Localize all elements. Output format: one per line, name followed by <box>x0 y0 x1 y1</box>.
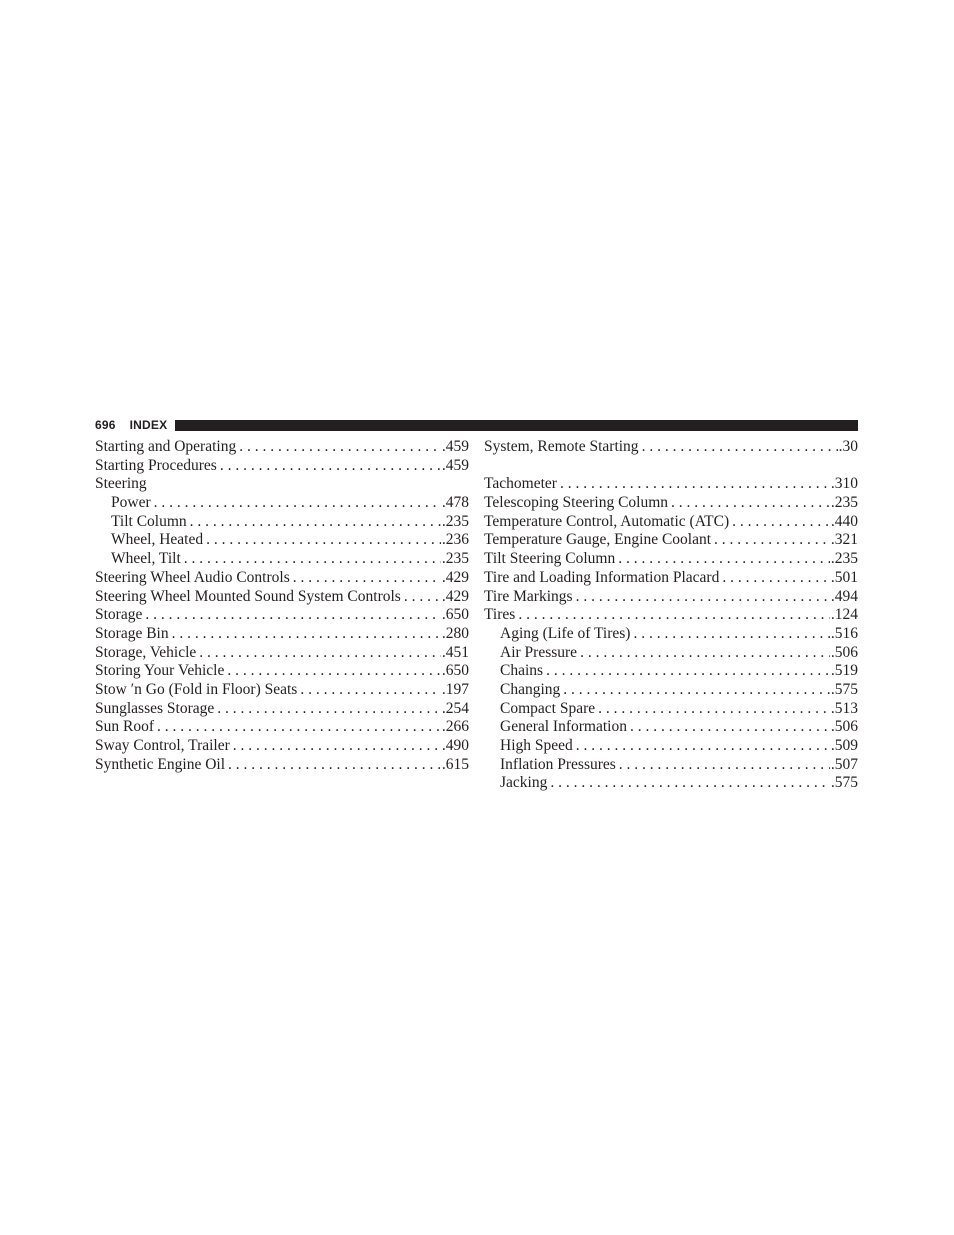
entry-page-number: .507 <box>830 755 858 773</box>
index-entry <box>95 625 469 644</box>
dot-leader <box>630 625 829 644</box>
index-subentry <box>484 737 858 756</box>
dot-leader <box>196 644 441 663</box>
entry-page-number: .506 <box>830 718 858 736</box>
entry-page-number: .575 <box>830 680 858 698</box>
entry-label: Sun Roof <box>95 718 154 736</box>
dot-leader <box>515 606 830 625</box>
page-header <box>95 417 858 433</box>
entry-label: Power <box>111 494 151 512</box>
entry-label: Inflation Pressures <box>500 755 616 773</box>
index-entry <box>484 457 858 476</box>
dot-leader <box>547 774 830 793</box>
entry-label: Tires <box>484 606 516 624</box>
dot-leader <box>627 718 830 737</box>
dot-leader <box>217 457 441 476</box>
entry-page-number: .429 <box>441 568 469 586</box>
index-entry <box>95 718 469 737</box>
entry-page-number: .478 <box>441 494 469 512</box>
dot-leader <box>557 475 830 494</box>
entry-page-number: .440 <box>830 512 858 530</box>
entry-page-number: .509 <box>830 737 858 754</box>
dot-leader <box>154 718 441 737</box>
entry-label: Wheel, Tilt <box>111 550 181 568</box>
entry-label: Changing <box>500 680 561 698</box>
index-entry <box>484 438 858 457</box>
index-entry <box>95 569 469 588</box>
dot-leader <box>577 644 830 663</box>
index-entry <box>95 756 469 775</box>
dot-leader <box>290 569 441 588</box>
entry-page-number: .321 <box>830 531 858 549</box>
entry-label: Jacking <box>500 774 548 792</box>
dot-leader <box>573 737 830 756</box>
entry-label: Stow ′n Go (Fold in Floor) Seats <box>95 680 298 698</box>
entry-label: Wheel, Heated <box>111 531 204 549</box>
entry-label: Storage Bin <box>95 624 169 642</box>
dot-leader <box>187 513 441 532</box>
entry-label: Temperature Control, Automatic (ATC) <box>484 512 730 530</box>
entry-label: System, Remote Starting <box>484 438 639 455</box>
entry-page-number: .266 <box>441 718 469 736</box>
dot-leader <box>560 681 830 700</box>
entry-label: Tilt Column <box>111 512 187 530</box>
index-subentry <box>95 494 469 513</box>
dot-leader <box>639 438 838 457</box>
index-entry <box>484 569 858 588</box>
dot-leader <box>616 756 830 775</box>
dot-leader <box>595 700 830 719</box>
entry-label: Steering Wheel Mounted Sound System Controls <box>95 587 401 605</box>
index-subentry <box>484 662 858 681</box>
dot-leader <box>224 662 441 681</box>
entry-page-number: .650 <box>441 662 469 680</box>
entry-label: Air Pressure <box>500 643 578 661</box>
dot-leader <box>230 737 441 756</box>
entry-page-number: .615 <box>441 755 469 773</box>
entry-page-number: .236 <box>441 531 469 549</box>
entry-label: High Speed <box>500 737 573 754</box>
index-subentry <box>484 625 858 644</box>
index-entry <box>95 606 469 625</box>
index-entry <box>484 494 858 513</box>
entry-page-number: .310 <box>830 475 858 493</box>
entry-label: Sway Control, Trailer <box>95 737 230 754</box>
entry-page-number: .459 <box>441 438 469 455</box>
entry-page-number: .501 <box>830 568 858 586</box>
entry-page-number: .124 <box>830 606 858 624</box>
entry-page-number: .575 <box>830 774 858 792</box>
index-entry <box>484 531 858 550</box>
index-entry <box>95 681 469 700</box>
index-entry <box>484 475 858 494</box>
index-entry <box>484 588 858 607</box>
entry-page-number: .235 <box>441 512 469 530</box>
header-rule <box>175 420 858 431</box>
dot-leader <box>225 756 441 775</box>
index-column-right <box>484 438 858 793</box>
index-entry <box>95 644 469 663</box>
entry-label: Storing Your Vehicle <box>95 662 225 680</box>
entry-page-number: .459 <box>441 456 469 474</box>
entry-page-number: .490 <box>441 737 469 754</box>
dot-leader <box>573 588 830 607</box>
entry-label: Sunglasses Storage <box>95 699 215 717</box>
index-entry <box>484 513 858 532</box>
entry-label: Temperature Gauge, Engine Coolant <box>484 531 712 549</box>
index-entry <box>95 737 469 756</box>
dot-leader <box>203 531 441 550</box>
entry-label: Tire and Loading Information Placard <box>484 568 720 586</box>
entry-label: Starting and Operating <box>95 438 237 455</box>
index-subentry <box>95 531 469 550</box>
dot-leader <box>615 550 830 569</box>
index-subentry <box>484 681 858 700</box>
entry-page-number: .506 <box>830 643 858 661</box>
entry-label: Steering Wheel Audio Controls <box>95 568 290 586</box>
entry-label: Chains <box>500 662 544 680</box>
index-subentry <box>484 700 858 719</box>
entry-page-number: .235 <box>441 550 469 568</box>
dot-leader <box>142 606 441 625</box>
entry-label: Tachometer <box>484 475 557 493</box>
entry-page-number: .254 <box>441 699 469 717</box>
dot-leader <box>401 588 441 607</box>
index-entry <box>95 700 469 719</box>
entry-page-number: .494 <box>830 587 858 605</box>
entry-label: Storage <box>95 606 143 624</box>
index-entry <box>95 457 469 476</box>
index-entry <box>95 438 469 457</box>
entry-page-number: .513 <box>830 699 858 717</box>
index-entry <box>484 606 858 625</box>
entry-page-number: .650 <box>441 606 469 624</box>
entry-page-number: .429 <box>441 587 469 605</box>
index-subentry <box>95 550 469 569</box>
entry-label: Storage, Vehicle <box>95 643 197 661</box>
entry-page-number: .197 <box>441 680 469 698</box>
entry-label: Synthetic Engine Oil <box>95 755 226 773</box>
index-subentry <box>484 644 858 663</box>
entry-label: Tilt Steering Column <box>484 550 616 568</box>
dot-leader <box>151 494 441 513</box>
entry-label: Steering <box>95 475 147 493</box>
entry-label: Telescoping Steering Column <box>484 494 669 512</box>
index-entry <box>95 662 469 681</box>
index-subentry <box>95 513 469 532</box>
dot-leader <box>169 625 441 644</box>
entry-label: Aging (Life of Tires) <box>500 624 631 642</box>
section-title: INDEX <box>129 418 168 432</box>
dot-leader <box>297 681 441 700</box>
entry-label: Compact Spare <box>500 699 596 717</box>
index-entry <box>95 588 469 607</box>
dot-leader <box>214 700 441 719</box>
entry-page-number: .516 <box>830 624 858 642</box>
entry-label: General Information <box>500 718 627 736</box>
page-number: 696 <box>95 418 116 432</box>
dot-leader <box>711 531 830 550</box>
entry-page-number: .451 <box>441 643 469 661</box>
index-subentry <box>484 718 858 737</box>
index-entry <box>484 550 858 569</box>
index-column-left <box>95 438 469 774</box>
entry-label: Starting Procedures <box>95 456 217 474</box>
entry-page-number: .519 <box>830 662 858 680</box>
dot-leader <box>181 550 441 569</box>
dot-leader <box>719 569 830 588</box>
index-subentry <box>484 756 858 775</box>
dot-leader <box>729 513 830 532</box>
index-entry <box>95 475 469 494</box>
dot-leader <box>668 494 830 513</box>
entry-page-number: .280 <box>441 624 469 642</box>
dot-leader <box>543 662 830 681</box>
index-subentry <box>484 774 858 793</box>
entry-page-number: .30 <box>838 438 858 455</box>
entry-page-number: .235 <box>830 550 858 568</box>
entry-label: Tire Markings <box>484 587 573 605</box>
dot-leader <box>236 438 441 457</box>
entry-page-number: .235 <box>830 494 858 512</box>
